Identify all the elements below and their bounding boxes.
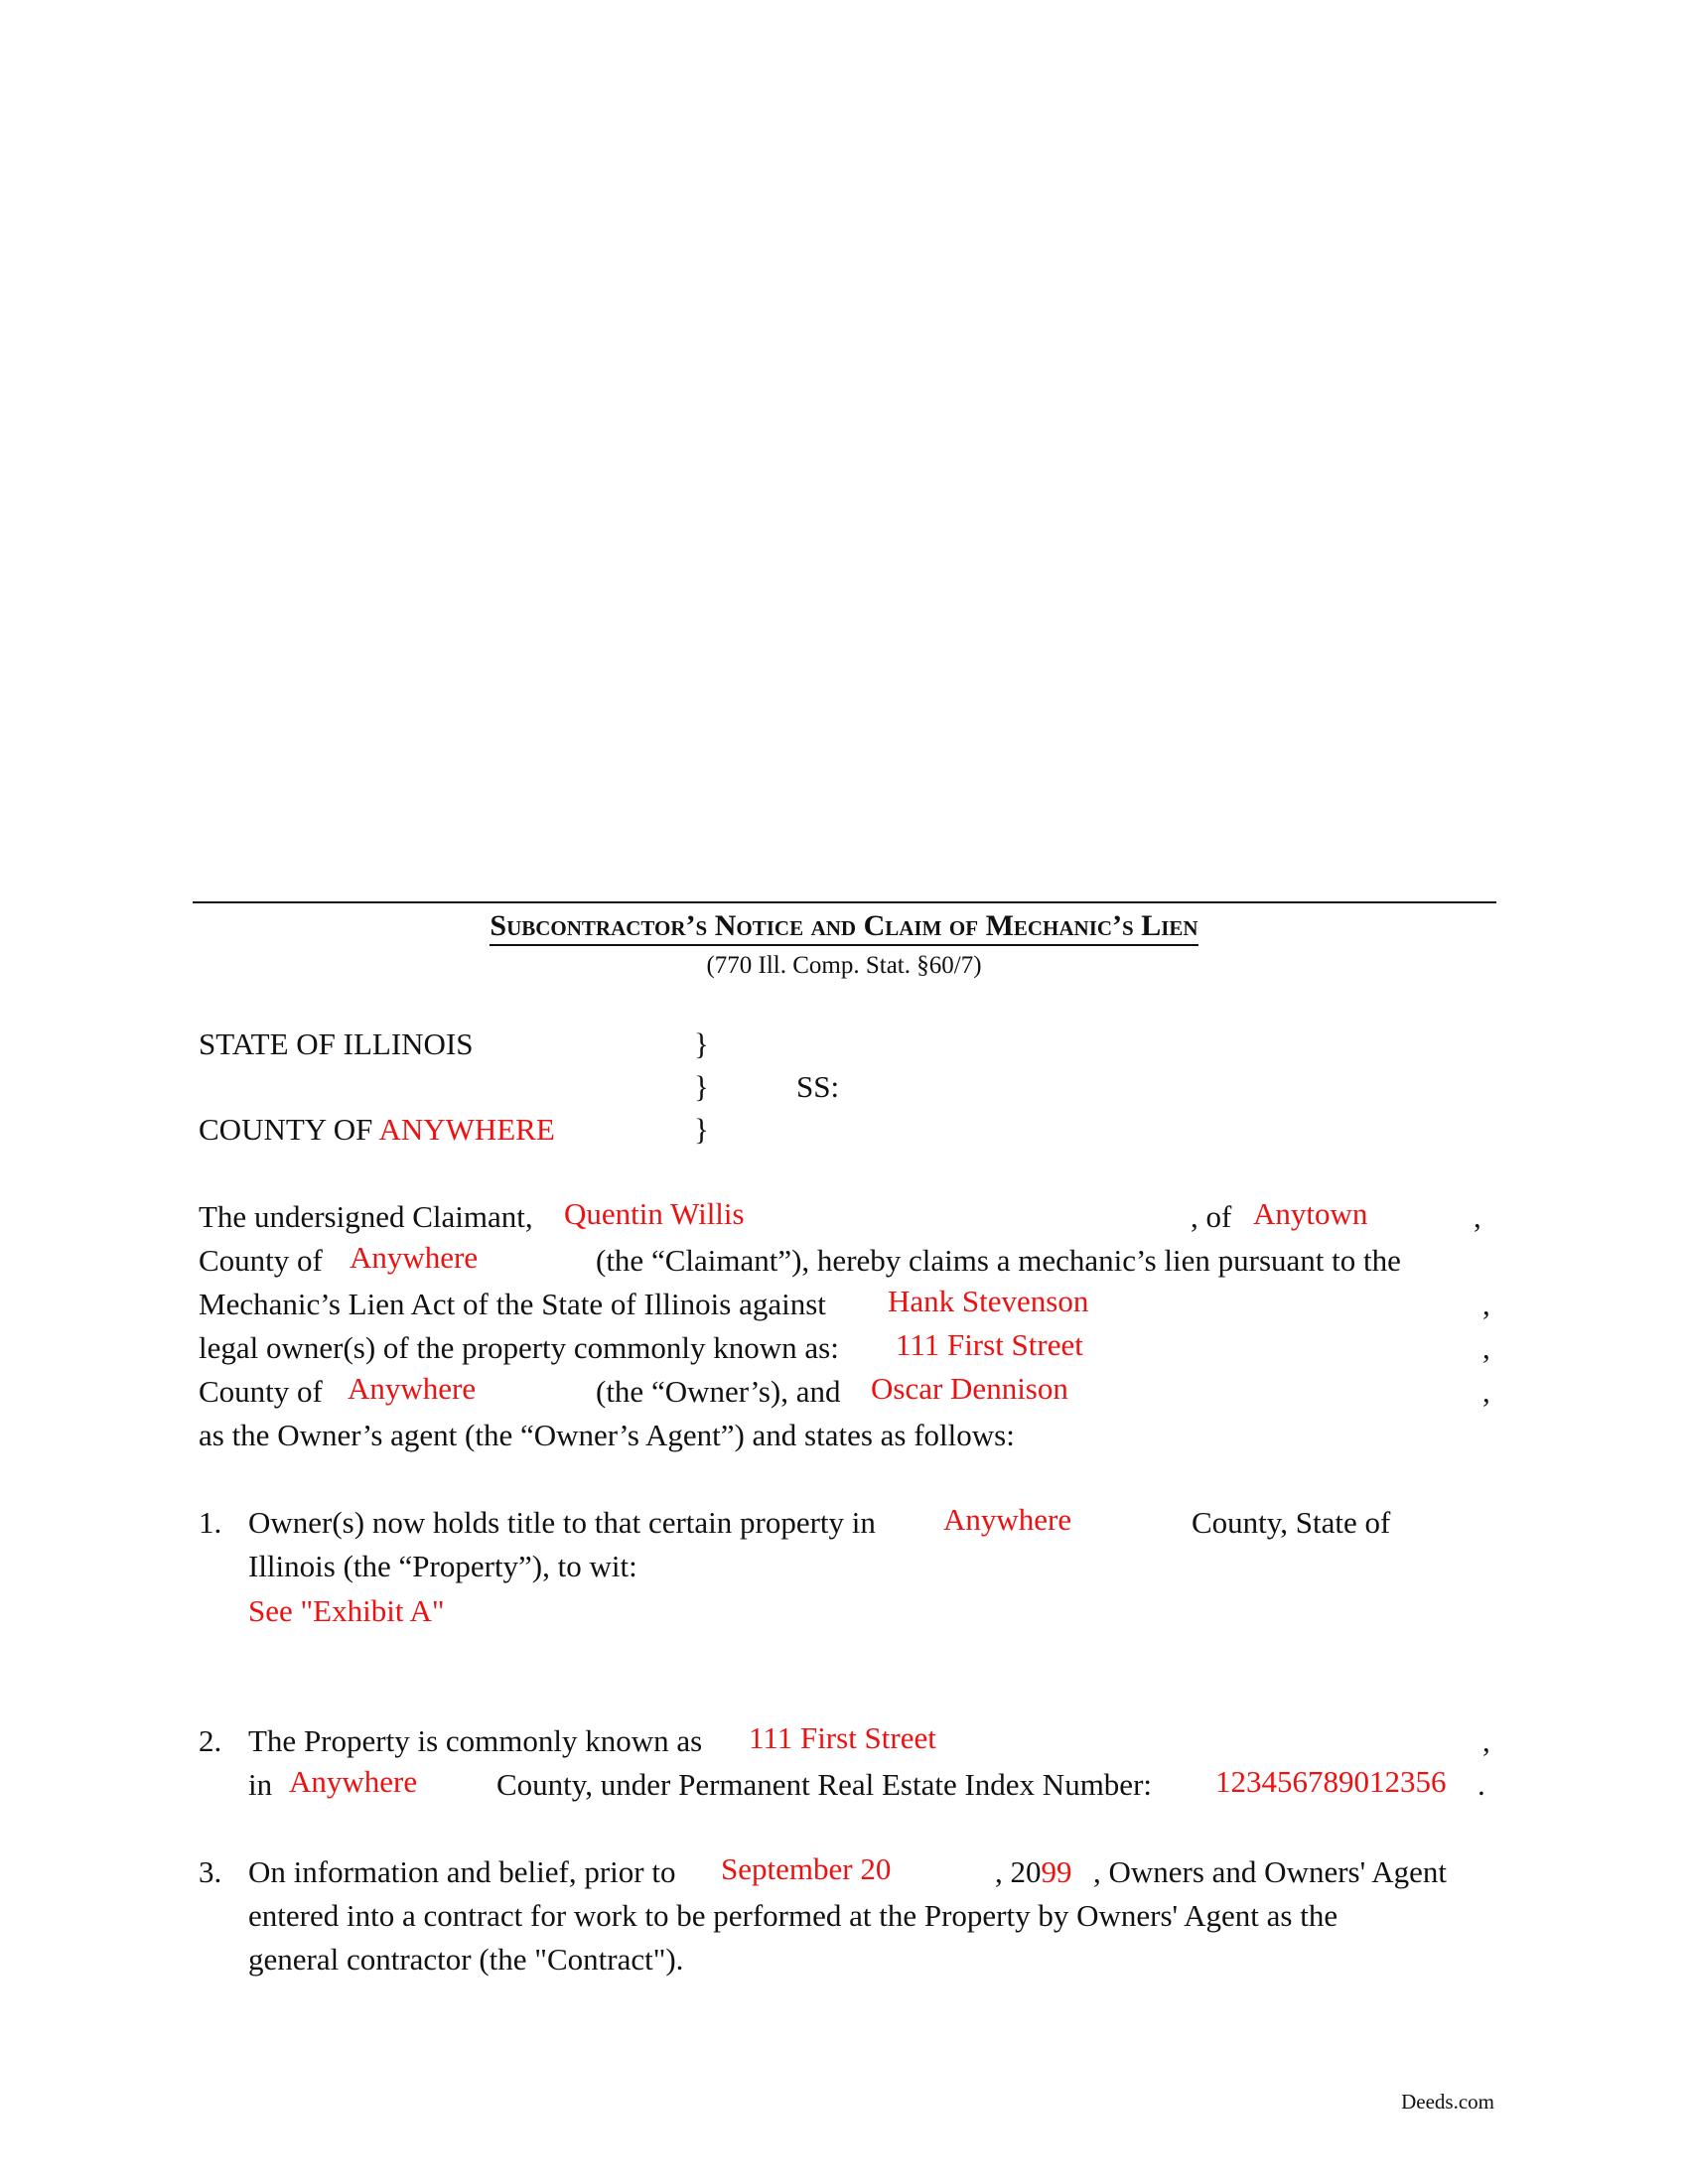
intro-text-1: The undersigned Claimant, xyxy=(199,1199,533,1234)
item-2-address: 111 First Street xyxy=(749,1720,936,1755)
intro-text-5: Mechanic’s Lien Act of the State of Illinois against xyxy=(199,1287,826,1321)
item-3-year-line xyxy=(995,1854,1072,1890)
item-3-text-2: , Owners and Owners' Agent xyxy=(1093,1854,1447,1889)
item-1-county: Anywhere xyxy=(943,1502,1072,1537)
item-2-period: . xyxy=(1477,1767,1485,1802)
state-line: STATE OF ILLINOIS xyxy=(199,1026,474,1061)
intro-text-7: County of xyxy=(199,1374,323,1409)
item-3-number: 3. xyxy=(199,1854,222,1889)
intro-text-4: (the “Claimant”), hereby claims a mechanic’s lien pursuant to the xyxy=(596,1243,1401,1278)
intro-comma-4: , xyxy=(1482,1374,1490,1409)
document-title-block xyxy=(0,909,1688,946)
claimant-city: Anytown xyxy=(1253,1196,1368,1231)
document-title: Subcontractor’s Notice and Claim of Mechanic’s Lien xyxy=(490,909,1197,946)
brace-2: } xyxy=(694,1069,709,1104)
owner-name: Hank Stevenson xyxy=(888,1284,1089,1318)
item-3-year: 99 xyxy=(1041,1854,1072,1889)
intro-text-6: legal owner(s) of the property commonly known as: xyxy=(199,1330,839,1365)
property-address: 111 First Street xyxy=(896,1327,1083,1362)
owners-agent-name: Oscar Dennison xyxy=(871,1371,1068,1406)
intro-text-8: (the “Owner’s), and xyxy=(596,1374,841,1409)
item-2-pin: 123456789012356 xyxy=(1215,1764,1447,1799)
header-rule xyxy=(193,901,1496,903)
brace-3: } xyxy=(694,1112,709,1147)
item-3-year-prefix: , 20 xyxy=(995,1854,1042,1889)
item-2-comma: , xyxy=(1482,1723,1490,1758)
item-2-county: Anywhere xyxy=(289,1764,418,1799)
item-2-text-2: in xyxy=(248,1767,273,1802)
county-line xyxy=(199,1112,555,1148)
item-2-text-1: The Property is commonly known as xyxy=(248,1723,703,1758)
item-3-text-4: general contractor (the "Contract"). xyxy=(248,1942,684,1977)
county-name: ANYWHERE xyxy=(378,1112,555,1147)
intro-comma-1: , xyxy=(1474,1199,1481,1234)
intro-text-3: County of xyxy=(199,1243,323,1278)
claimant-county: Anywhere xyxy=(350,1240,479,1275)
intro-comma-2: , xyxy=(1482,1287,1490,1321)
intro-text-2: , of xyxy=(1191,1199,1232,1234)
item-2-text-3: County, under Permanent Real Estate Index Number: xyxy=(496,1767,1153,1802)
intro-text-9: as the Owner’s agent (the “Owner’s Agent”) and states as follows: xyxy=(199,1418,1015,1452)
item-1-text-3: Illinois (the “Property”), to wit: xyxy=(248,1549,637,1583)
county-prefix: COUNTY OF xyxy=(199,1112,373,1147)
item-3-date: September 20 xyxy=(721,1851,892,1886)
ss-label: SS: xyxy=(796,1069,840,1104)
owner-county: Anywhere xyxy=(348,1371,477,1406)
item-3-text-1: On information and belief, prior to xyxy=(248,1854,676,1889)
footer-brand: Deeds.com xyxy=(1401,2090,1494,2114)
brace-1: } xyxy=(694,1026,709,1061)
claimant-name: Quentin Willis xyxy=(564,1196,745,1231)
item-1-text-2: County, State of xyxy=(1192,1505,1391,1540)
item-3-text-3: entered into a contract for work to be performed at the Property by Owners' Agent as the xyxy=(248,1898,1338,1933)
item-1-number: 1. xyxy=(199,1505,222,1540)
item-2-number: 2. xyxy=(199,1723,222,1758)
item-1-text-1: Owner(s) now holds title to that certain property in xyxy=(248,1505,876,1540)
intro-comma-3: , xyxy=(1482,1330,1490,1365)
item-1-legal-description: See "Exhibit A" xyxy=(248,1593,445,1628)
statute-citation: (770 Ill. Comp. Stat. §60/7) xyxy=(706,952,982,979)
